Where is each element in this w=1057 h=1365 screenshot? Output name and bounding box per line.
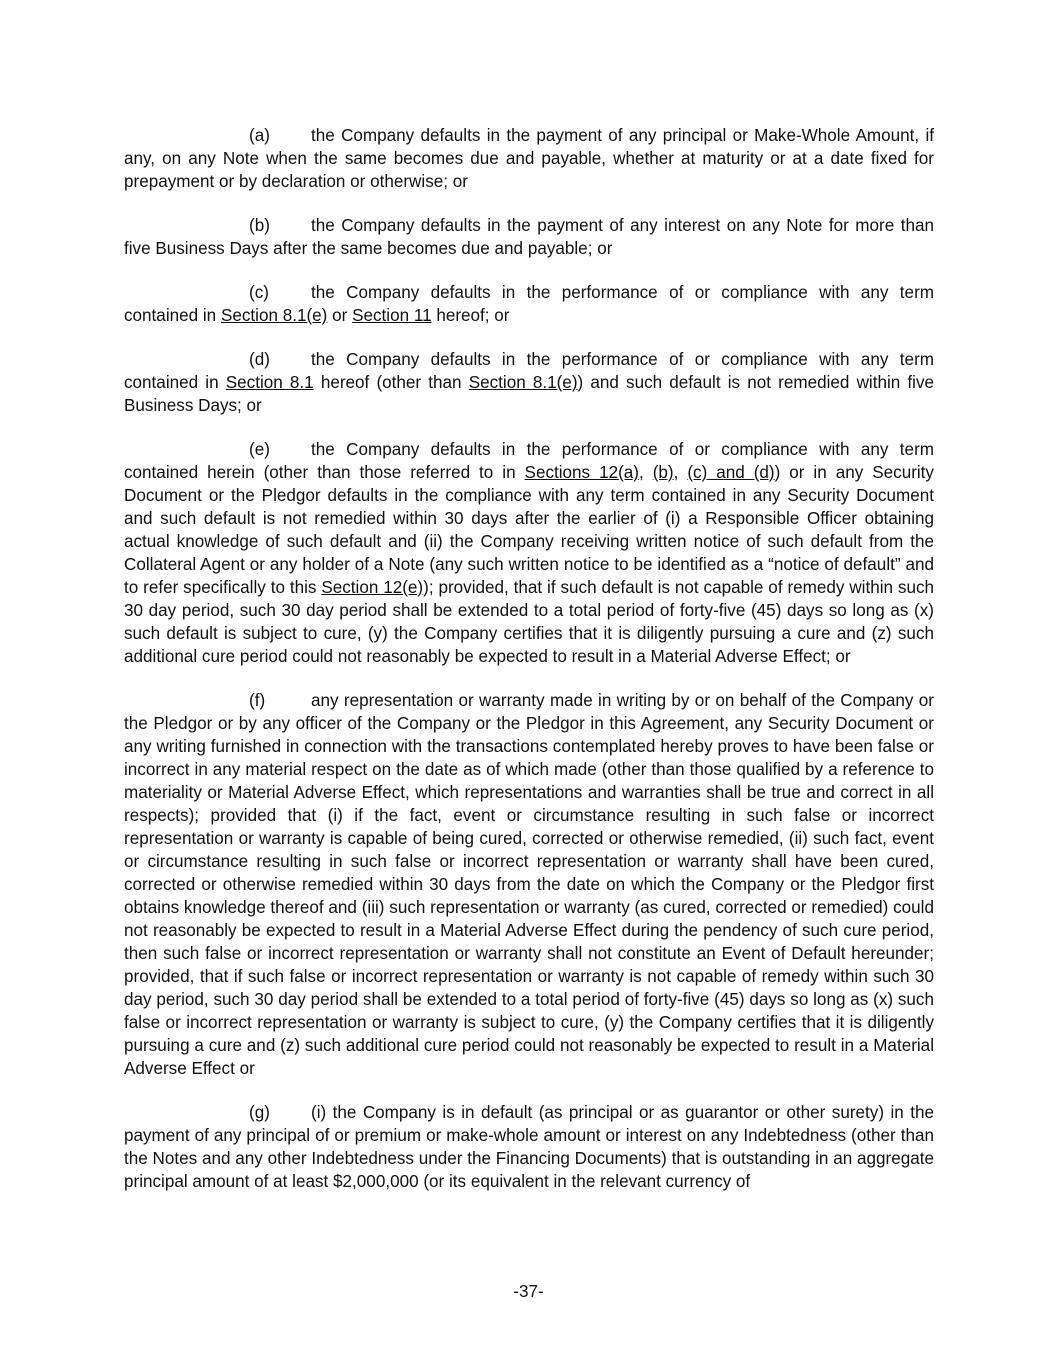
section-reference: (c) and (d)	[687, 463, 775, 482]
clause-text: ) and such default is not remedied within five Business Days; or	[124, 373, 935, 415]
clause-text: ); provided, that if such default is not capable of remedy within such 30 day period, such 30 day period shall be extended to a total period of forty-five (45) days so long as (x) such default is subject to cure, (y) the Company certifies that it is diligently pursuing a cure and (z) such additional cure period could not reasonably be expected to result in a Material Adverse Effect; or	[124, 578, 935, 666]
clause-d	[124, 348, 934, 417]
clause-text: the Company defaults in the payment of any principal or Make-Whole Amount, if any, on any Note when the same becomes due and payable, whether at maturity or at a date fixed for prepayment or by declaration or otherwise; or	[124, 126, 934, 191]
clause-text: ,	[638, 463, 653, 482]
clause-text: the Company defaults in the payment of any interest on any Note for more than five Business Days after the same becomes due and payable; or	[124, 216, 934, 258]
clause-text: the Company defaults in the performance of or compliance with any term contained herein (other than those referred to in	[124, 440, 934, 482]
section-reference: (b)	[652, 463, 674, 482]
clause-b	[124, 214, 934, 260]
clause-text: the Company defaults in the performance of or compliance with any term contained in	[124, 350, 934, 392]
page-number: -37-	[513, 1282, 544, 1301]
section-reference: Section 12(e)	[321, 578, 424, 597]
clause-e	[124, 438, 934, 668]
section-reference: Section 8.1(e)	[468, 373, 578, 392]
clause-label: (c)	[249, 283, 269, 302]
clause-text: the Company defaults in the performance of or compliance with any term contained in	[124, 283, 934, 325]
section-reference: Section 8.1(e)	[220, 306, 328, 325]
section-reference: Section 11	[352, 306, 432, 325]
clause-label: (e)	[249, 440, 270, 459]
clause-text: any representation or warranty made in writing by or on behalf of the Company or the Pledgor or by any officer of the Company or the Pledgor in this Agreement, any Security Document or any writing furnished in connection with the transactions contemplated hereby proves to have been false or incorrect in any material respect on the date as of which made (other than those qualified by a reference to materiality or Material Adverse Effect, which representations and warranties shall be true and correct in all respects); provided that (i) if the fact, event or circumstance resulting in such false or incorrect representation or warranty is capable of being cured, corrected or otherwise remedied, (ii) such fact, event or circumstance resulting in such false or incorrect representation or warranty shall have been cured, corrected or otherwise remedied within 30 days from the date on which the Company or the Pledgor first obtains knowledge thereof and (iii) such representation or warranty (as cured, corrected or remedied) could not reasonably be expected to result in a Material Adverse Effect during the pendency of such cure period, then such false or incorrect representation or warranty shall not constitute an Event of Default hereunder; provided, that if such false or incorrect representation or warranty is not capable of remedy within such 30 day period, such 30 day period shall be extended to a total period of forty-five (45) days so long as (x) such false or incorrect representation or warranty is subject to cure, (y) the Company certifies that it is diligently pursuing a cure and (z) such additional cure period could not reasonably be expected to result in a Material Adverse Effect or	[124, 691, 934, 1078]
clause-text: or	[327, 306, 353, 325]
clause-g	[124, 1101, 934, 1193]
clause-text: ) or in any Security Document or the Pledgor defaults in the compliance with any term contained in any Security Document and such default is not remedied within 30 days after the earlier of (i) a Responsible Officer obtaining actual knowledge of such default and (ii) the Company receiving written notice of such default from the Collateral Agent or any holder of a Note (any such written notice to be identified as a “notice of default” and to refer specifically to this	[124, 463, 934, 597]
document-body	[124, 124, 934, 1214]
clause-label: (a)	[249, 126, 270, 145]
clause-f	[124, 689, 934, 1080]
clause-a	[124, 124, 934, 193]
section-reference: Section 8.1	[225, 373, 314, 392]
clause-text: hereof; or	[431, 306, 510, 325]
clause-label: (d)	[249, 350, 270, 369]
clause-c	[124, 281, 934, 327]
clause-text: ,	[673, 463, 688, 482]
clause-text: (i) the Company is in default (as principal or as guarantor or other surety) in the payment of any principal of or premium or make-whole amount or interest on any Indebtedness (other than the Notes and any other Indebtedness under the Financing Documents) that is outstanding in an aggregate principal amount of at least $2,000,000 (or its equivalent in the relevant currency of	[124, 1103, 934, 1191]
clause-label: (g)	[249, 1103, 270, 1122]
clause-label: (f)	[249, 691, 266, 710]
section-reference: Sections 12(a)	[524, 463, 639, 482]
clause-label: (b)	[249, 216, 270, 235]
clause-text: hereof (other than	[313, 373, 469, 392]
